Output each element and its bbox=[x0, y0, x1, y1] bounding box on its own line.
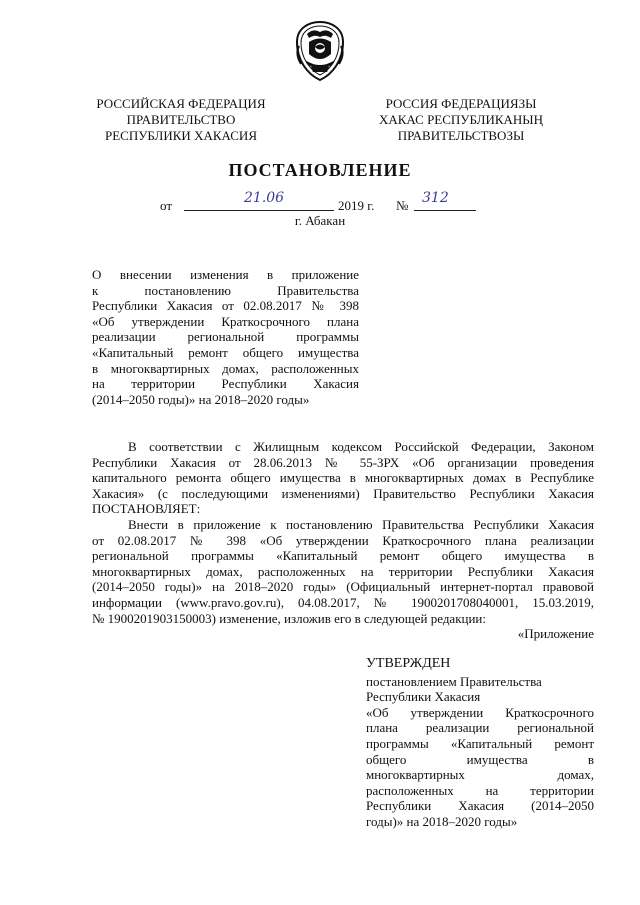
date-prefix: от bbox=[160, 198, 173, 213]
approved-line: «Об утверждении Краткосрочного bbox=[366, 704, 594, 720]
handwritten-number: 312 bbox=[422, 190, 449, 206]
subject-line: «Об утверждении Краткосрочного плана bbox=[92, 313, 359, 329]
subject-block bbox=[92, 267, 359, 407]
approved-heading: УТВЕРЖДЕН bbox=[366, 656, 451, 671]
subject-line: (2014–2050 годы)» на 2018–2020 годы» bbox=[92, 391, 310, 407]
body-line: региональной программы «Капитальный ремонт общего имущества в bbox=[92, 548, 594, 564]
header-right-line: ХАКАС РЕСПУБЛИКАНЫҢ bbox=[378, 112, 544, 127]
subject-line: О внесении изменения в приложение bbox=[92, 267, 359, 282]
approved-line: постановлением Правительства bbox=[366, 673, 542, 689]
subject-line: к постановлению Правительства bbox=[92, 282, 359, 298]
body-line: Республики Хакасия от 28.06.2013 № 55-ЗРХ «Об организации проведения bbox=[92, 454, 594, 470]
approved-line: Республики Хакасия bbox=[366, 689, 481, 705]
header-left-line: РЕСПУБЛИКИ ХАКАСИЯ bbox=[104, 128, 257, 143]
header-right-line: ПРАВИТЕЛЬСТВОЗЫ bbox=[397, 128, 525, 143]
city-label: г. Абакан bbox=[294, 213, 346, 228]
approved-line: общего имущества в bbox=[366, 751, 594, 767]
body-line: капитального ремонта общего имущества в многоквартирных домах в Республике bbox=[92, 470, 594, 486]
subject-line: реализации региональной программы bbox=[92, 329, 359, 345]
header-left-block bbox=[86, 96, 276, 144]
body-line: информации (www.pravo.gov.ru), 04.08.2017, № 1900201708040001, 15.03.2019, bbox=[92, 594, 594, 610]
handwritten-date: 21.06 bbox=[244, 190, 285, 206]
approved-line: расположенных на территории bbox=[366, 782, 594, 798]
body-line: от 02.08.2017 № 398 «Об утверждении Краткосрочного плана реализации bbox=[92, 532, 594, 548]
header-right-line: РОССИЯ ФЕДЕРАЦИЯЗЫ bbox=[385, 96, 537, 111]
approved-block bbox=[366, 656, 594, 830]
approved-line: годы)» на 2018–2020 годы» bbox=[366, 813, 518, 829]
appendix-label: «Приложение bbox=[517, 626, 594, 642]
body-line: многоквартирных домах, расположенных на территории Республики Хакасия bbox=[92, 563, 594, 579]
subject-line: Республики Хакасия от 02.08.2017 № 398 bbox=[92, 298, 359, 314]
number-sign: № bbox=[396, 198, 409, 213]
approved-line: многоквартирных домах, bbox=[366, 767, 594, 783]
approved-line: программы «Капитальный ремонт bbox=[366, 735, 594, 751]
subject-line: «Капитальный ремонт общего имущества bbox=[92, 344, 359, 360]
document-title: ПОСТАНОВЛЕНИЕ bbox=[228, 160, 412, 180]
body-line: Внести в приложение к постановлению Правительства Республики Хакасия bbox=[128, 516, 594, 532]
body-line: № 1900201903150003) изменение, изложив его в следующей редакции: bbox=[92, 610, 486, 626]
khakassia-coat-of-arms-icon bbox=[291, 20, 349, 82]
approved-line: Республики Хакасия (2014–2050 bbox=[366, 798, 594, 814]
approved-line: плана реализации региональной bbox=[366, 720, 594, 736]
year-label: 2019 г. bbox=[338, 198, 375, 213]
body-line: (2014–2050 годы)» на 2018–2020 годы» (Официальный интернет-портал правовой bbox=[92, 579, 594, 595]
body-line: Хакасия» (с последующими изменениями) Правительство Республики Хакасия bbox=[92, 485, 594, 501]
subject-line: на территории Республики Хакасия bbox=[92, 376, 359, 392]
header-left-line: РОССИЙСКАЯ ФЕДЕРАЦИЯ bbox=[96, 96, 266, 111]
subject-line: в многоквартирных домах, расположенных bbox=[92, 360, 359, 376]
body-line: ПОСТАНОВЛЯЕТ: bbox=[92, 501, 201, 517]
body-text bbox=[92, 439, 594, 642]
body-line: В соответствии с Жилищным кодексом Российской Федерации, Законом bbox=[128, 439, 594, 454]
header-left-line: ПРАВИТЕЛЬСТВО bbox=[126, 112, 236, 127]
header-right-block bbox=[366, 96, 556, 144]
